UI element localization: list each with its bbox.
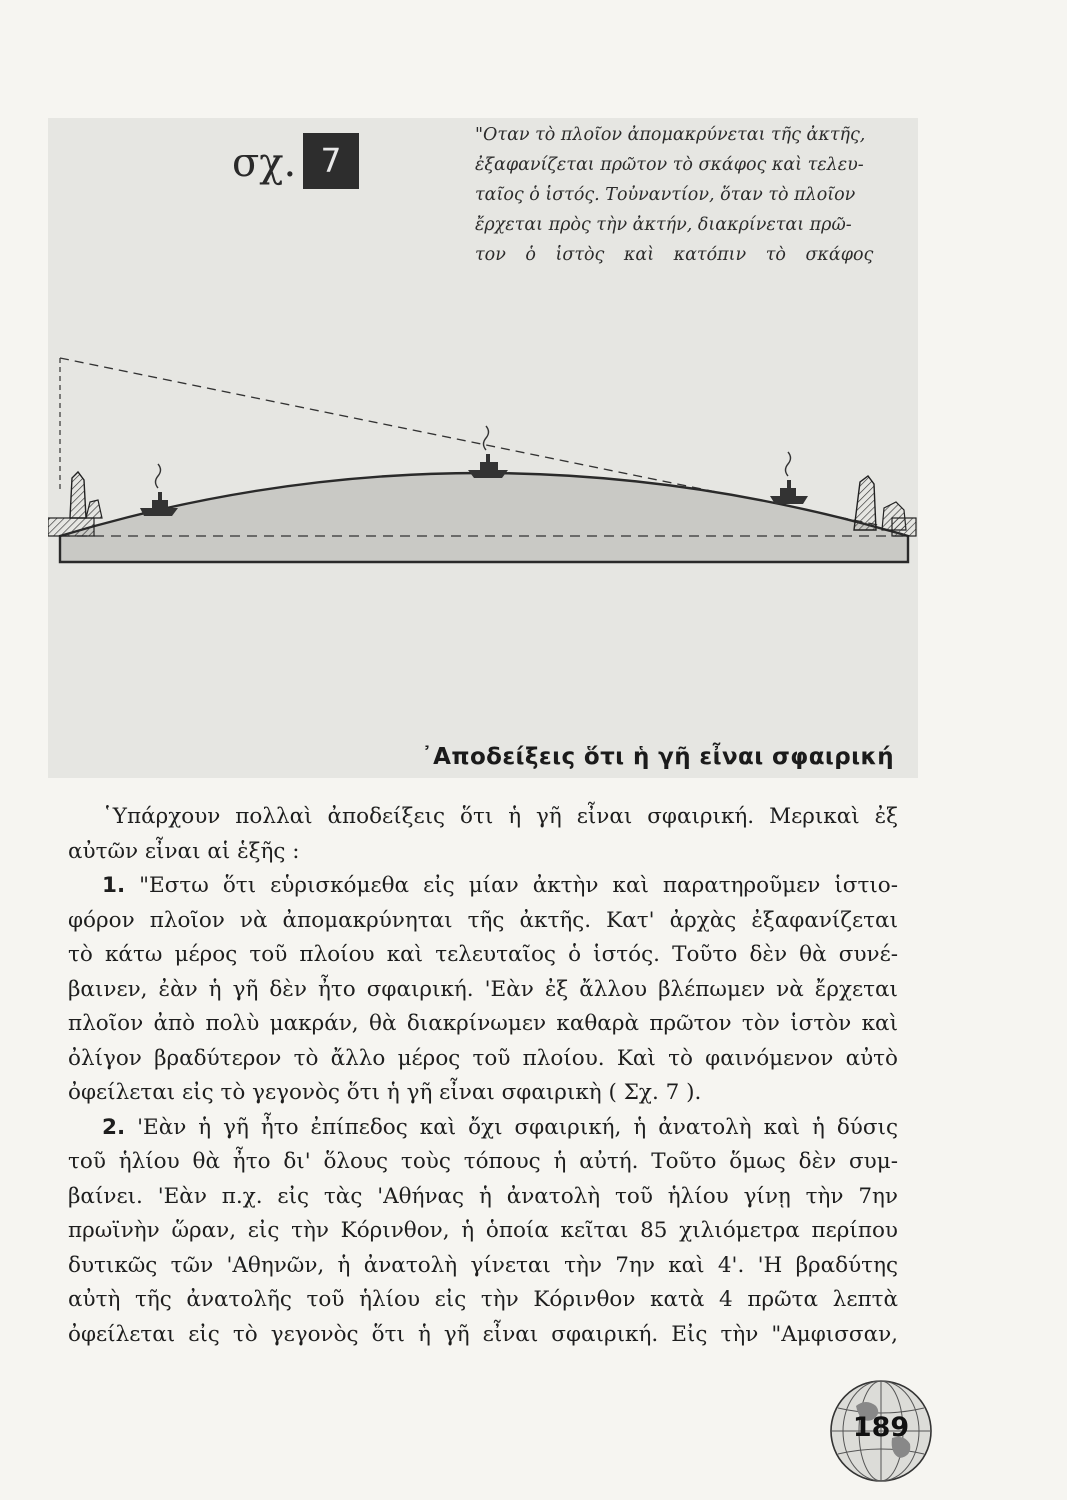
body-line: ὀφείλεται εἰς τὸ γεγονὸς ὅτι ἡ γῆ εἶναι σφαιρικὴ ( Σχ. 7 ). bbox=[68, 1080, 702, 1105]
earth-surface bbox=[60, 473, 908, 562]
body-line: φόρον πλοῖον νὰ ἀπομακρύνηται τῆς ἀκτῆς. Κατ' ἀρχὰς ἐξαφανίζεται bbox=[68, 907, 898, 933]
paragraph-number: 1. bbox=[102, 873, 126, 898]
body-line: πρωϊνὴν ὥραν, εἰς τὴν Κόρινθον, ἡ ὁποία κεῖται 85 χιλιόμετρα περίπου bbox=[68, 1218, 898, 1243]
body-line: 'Εὰν ἡ γῆ ἦτο ἐπίπεδος καὶ ὄχι σφαιρική, ἡ ἀνατολὴ καὶ ἡ δύσις bbox=[137, 1114, 898, 1140]
body-line: δυτικῶς τῶν 'Αθηνῶν, ἡ ἀνατολὴ γίνεται τὴν 7ην καὶ 4'. 'Η βραδύτης bbox=[68, 1252, 898, 1278]
paragraph-number: 2. bbox=[102, 1114, 126, 1140]
caption-line: ταῖος ὁ ἱστός. Τοὐναντίον, ὅταν τὸ πλοῖον bbox=[475, 185, 856, 205]
body-line: "Εστω ὅτι εὑρισκόμεθα εἰς μίαν ἀκτὴν καὶ παρατηροῦμεν ἱστιο- bbox=[139, 873, 898, 898]
caption-line: ἔρχεται πρὸς τὴν ἀκτήν, διακρίνεται πρῶ- bbox=[475, 215, 852, 235]
figure-caption bbox=[475, 120, 920, 270]
figure-label: σχ. bbox=[232, 140, 297, 186]
figure-number-box: 7 bbox=[303, 133, 359, 189]
ship-near-icon bbox=[140, 464, 178, 516]
body-text bbox=[68, 800, 898, 1352]
body-line: τοῦ ἡλίου θὰ ἦτο δι' ὅλους τοὺς τόπους ἡ αὐτή. Τοῦτο ὅμως δὲν συμ- bbox=[68, 1149, 898, 1174]
body-line: ῾Υπάρχουν πολλαὶ ἀποδείξεις ὅτι ἡ γῆ εἶναι σφαιρική. Μερικαὶ ἐξ bbox=[102, 804, 898, 829]
body-line: βαινεν, ἐὰν ἡ γῆ δὲν ἦτο σφαιρική. 'Εὰν ἐξ ἄλλου βλέπωμεν νὰ ἔρχεται bbox=[68, 976, 898, 1002]
body-line: αὐτῶν εἶναι αἱ ἑξῆς : bbox=[68, 838, 300, 864]
body-line: τὸ κάτω μέρος τοῦ πλοίου καὶ τελευταῖος ὁ ἱστός. Τοῦτο δὲν θὰ συνέ- bbox=[68, 942, 898, 967]
body-line: αὐτὴ τῆς ἀνατολῆς τοῦ ἡλίου εἰς τὴν Κόρινθον κατὰ 4 πρῶτα λεπτὰ bbox=[68, 1287, 898, 1312]
left-shore-icon bbox=[48, 472, 102, 536]
caption-line: ἐξαφανίζεται πρῶτον τὸ σκάφος καὶ τελευ- bbox=[475, 155, 864, 175]
page-number: 189 bbox=[852, 1412, 910, 1443]
earth-curvature-diagram bbox=[48, 350, 918, 570]
body-line: πλοῖον ἀπὸ πολὺ μακράν, θὰ διακρίνωμεν καθαρὰ πρῶτον τὸν ἱστὸν καὶ bbox=[68, 1011, 898, 1036]
caption-line: "Οταν τὸ πλοῖον ἀπομακρύνεται τῆς ἀκτῆς, bbox=[475, 125, 866, 145]
section-heading: ᾿Αποδείξεις ὅτι ἡ γῆ εἶναι σφαιρική bbox=[421, 744, 894, 770]
caption-line: τον ὁ ἱστὸς καὶ κατόπιν τὸ σκάφος bbox=[475, 245, 874, 265]
ship-middle-icon bbox=[468, 426, 508, 478]
right-shore-icon bbox=[854, 476, 916, 536]
body-line: ὀφείλεται εἰς τὸ γεγονὸς ὅτι ἡ γῆ εἶναι σφαιρική. Εἰς τὴν "Αμφισσαν, bbox=[68, 1321, 898, 1347]
paragraph-2-first-line bbox=[68, 1111, 898, 1146]
body-line: βαίνει. 'Εὰν π.χ. εἰς τὰς 'Αθήνας ἡ ἀνατολὴ τοῦ ἡλίου γίνῃ τὴν 7ην bbox=[68, 1183, 898, 1209]
body-line: ὀλίγον βραδύτερον τὸ ἄλλο μέρος τοῦ πλοίου. Καὶ τὸ φαινόμενον αὐτὸ bbox=[68, 1045, 898, 1071]
paragraph-1-first-line bbox=[68, 869, 898, 904]
ship-far-icon bbox=[770, 452, 808, 504]
